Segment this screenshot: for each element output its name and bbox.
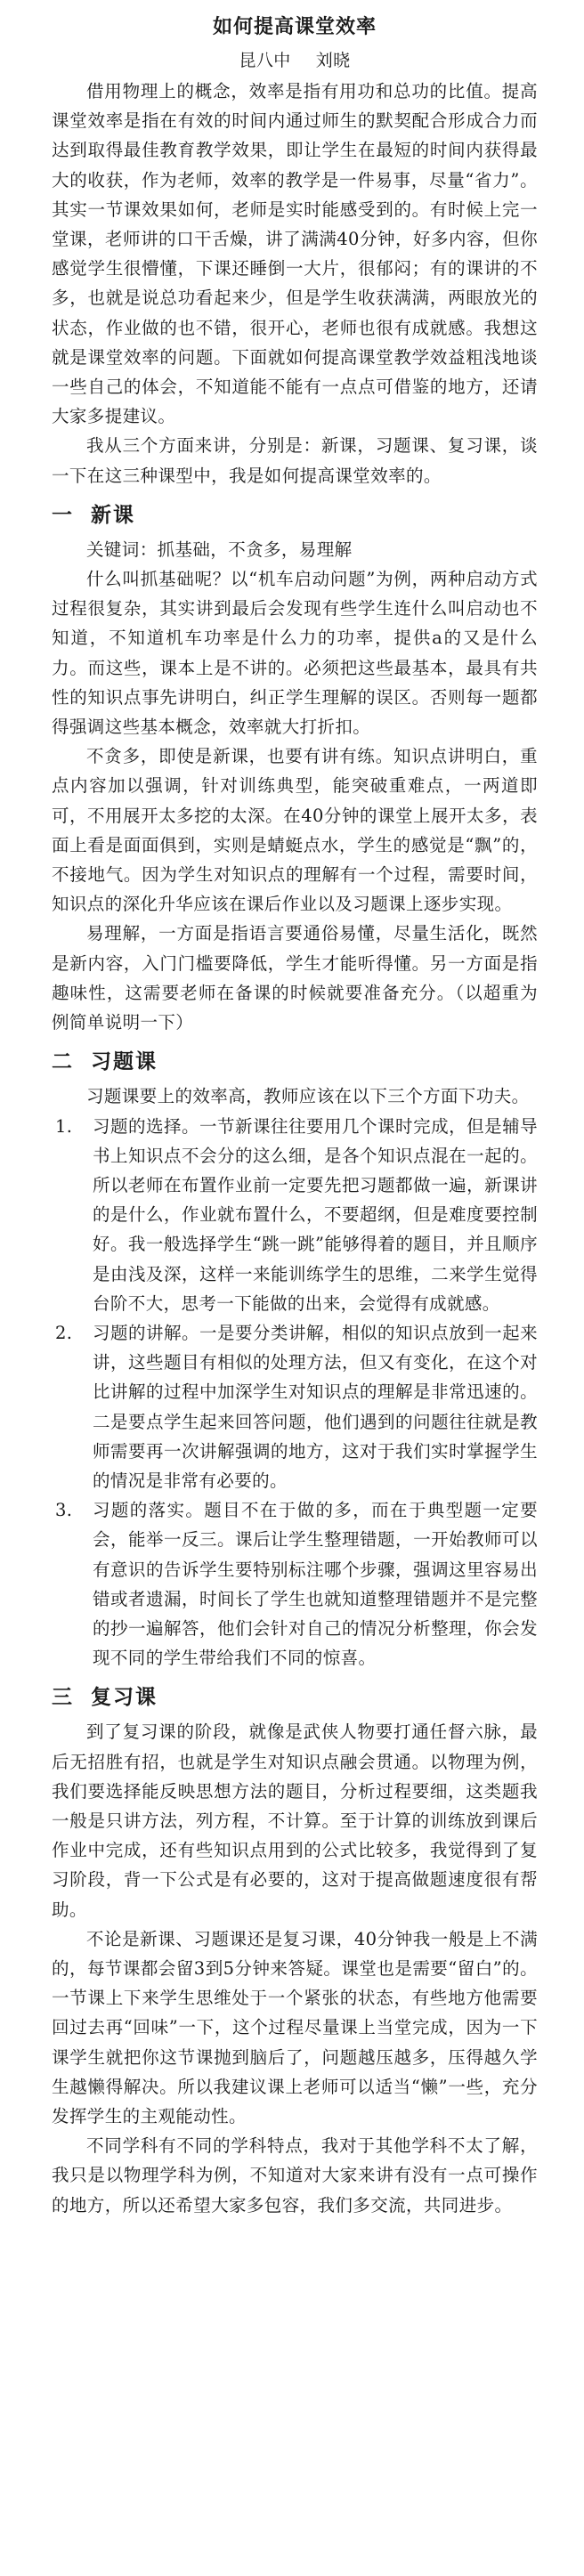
exercise-list — [52, 1112, 538, 1673]
list-marker: 2. — [55, 1322, 73, 1343]
section-paragraph: 不同学科有不同的学科特点，我对于其他学科不太了解，我只是以物理学科为例，不知道对大家来讲有没有一点可操作的地方，所以还希望大家多包容，我们多交流，共同进步。 — [52, 2135, 538, 2216]
section-number: 二 — [52, 1050, 74, 1074]
section-paragraph: 到了复习课的阶段，就像是武侠人物要打通任督六脉，最后无招胜有招，也就是学生对知识点融会贯通。以物理为例，我们要选择能反映思想方法的题目，分析过程要细，这类题我一般是只讲方法，列方程，不计算。至于计算的训练放到课后作业中完成，还有些知识点用到的公式比较多，我觉得到了复习阶段，背一下公式是有必要的，这对于提高做题速度很有帮助。 — [52, 1721, 538, 1920]
list-item-text: 习题的落实。题目不在于做的多，而在于典型题一定要会，能举一反三。课后让学生整理错题，一开始教师可以有意识的告诉学生要特别标注哪个步骤，强调这里容易出错或者遗漏，时间长了学生也就知道整理错题并不是完整的抄一遍解答，他们会针对自己的情况分析整理，你会发现不同的学生带给我们不同的惊喜。 — [93, 1500, 538, 1669]
intro-paragraph-2: 我从三个方面来讲，分别是：新课，习题课、复习课，谈一下在这三种课型中，我是如何提高课堂效率的。 — [52, 435, 538, 486]
section-paragraph: 不论是新课、习题课还是复习课，40分钟我一般是上不满的，每节课都会留3到5分钟来答疑。课堂也是需要“留白”的。一节课上下来学生思维处于一个紧张的状态，有些地方他需要回过去再“回味”一下，这个过程尽量课上当堂完成，因为一下课学生就把你这节课抛到脑后了，问题越压越多，压得越久学生越懒得解决。所以我建议课上老师可以适当“懒”一些，充分发挥学生的主观能动性。 — [52, 1928, 538, 2126]
section-heading-exercise-lesson — [52, 1044, 538, 1080]
section-paragraph: 什么叫抓基础呢？以“机车启动问题”为例，两种启动方式过程很复杂，其实讲到最后会发现有些学生连什么叫启动也不知道，不知道机车功率是什么力的功率，提供a的又是什么力。而这些，课本上是不讲的。必须把这些最基本，最具有共性的知识点事先讲明白，纠正学生理解的误区。否则每一题都得强调这些基本概念，效率就大打折扣。 — [52, 569, 538, 738]
section-title: 习题课 — [91, 1050, 158, 1074]
list-item-text: 习题的选择。一节新课往往要用几个课时完成，但是辅导书上知识点不会分的这么细，是各个知识点混在一起的。所以老师在布置作业前一定要先把习题都做一遍，新课讲的是什么，作业就布置什么，不要超纲，但是难度要控制好。我一般选择学生“跳一跳”能够得着的题目，并且顺序是由浅及深，这样一来能训练学生的思维，二来学生觉得台阶不大，思考一下能做的出来，会觉得有成就感。 — [93, 1115, 538, 1314]
section-paragraph: 不贪多，即使是新课，也要有讲有练。知识点讲明白，重点内容加以强调，针对训练典型，能突破重难点，一两道即可，不用展开太多挖的太深。在40分钟的课堂上展开太多，表面上看是面面俱到，实则是蜻蜓点水，学生的感觉是“飘”的，不接地气。因为学生对知识点的理解有一个过程，需要时间，知识点的深化升华应该在课后作业以及习题课上逐步实现。 — [52, 746, 538, 915]
section-heading-review-lesson — [52, 1680, 538, 1715]
list-item — [52, 1318, 538, 1495]
section-paragraph: 易理解，一方面是指语言要通俗易懂，尽量生活化，既然是新内容，入门门槛要降低，学生才能听得懂。另一方面是指趣味性，这需要老师在备课的时候就要准备充分。（以超重为例简单说明一下） — [52, 923, 538, 1033]
list-marker: 1. — [55, 1115, 73, 1137]
article-title: 如何提高课堂效率 — [212, 16, 377, 38]
list-item — [52, 1495, 538, 1673]
section-intro: 习题课要上的效率高，教师应该在以下三个方面下功夫。 — [86, 1086, 530, 1107]
intro-paragraph-1: 借用物理上的概念，效率是指有用功和总功的比值。提高课堂效率是指在有效的时间内通过师生的默契配合形成合力而达到取得最佳教育教学效果，即让学生在最短的时间内获得最大的收获，作为老师，效率的教学是一件易事，尽量“省力”。其实一节课效果如何，老师是实时能感受到的。有时候上完一堂课，老师讲的口干舌燥，讲了满满40分钟，好多内容，但你感觉学生很懵懂，下课还睡倒一大片，很郁闷；有的课讲的不多，也就是说总功看起来少，但是学生收获满满，两眼放光的状态，作业做的也不错，很开心，老师也很有成就感。我想这就是课堂效率的问题。下面就如何提高课堂教学效益粗浅地谈一些自己的体会，不知道能不能有一点点可借鉴的地方，还请大家多提建议。 — [52, 81, 538, 427]
list-marker: 3. — [55, 1500, 73, 1521]
byline — [52, 46, 538, 75]
section-number: 一 — [52, 503, 74, 527]
author-name: 刘晓 — [315, 51, 351, 70]
section-title: 复习课 — [91, 1686, 158, 1710]
list-item — [52, 1112, 538, 1318]
keywords-line: 关键词：抓基础，不贪多，易理解 — [86, 539, 353, 560]
section-title: 新课 — [91, 503, 135, 527]
author-school: 昆八中 — [239, 51, 291, 70]
section-number: 三 — [52, 1686, 74, 1710]
section-heading-new-lesson — [52, 498, 538, 533]
list-item-text: 习题的讲解。一是要分类讲解，相似的知识点放到一起来讲，这些题目有相似的处理方法，但又有变化，在这个对比讲解的过程中加深学生对知识点的理解是非常迅速的。二是要点学生起来回答问题，他们遇到的问题往往就是教师需要再一次讲解强调的地方，这对于我们实时掌握学生的情况是非常有必要的。 — [93, 1322, 538, 1491]
